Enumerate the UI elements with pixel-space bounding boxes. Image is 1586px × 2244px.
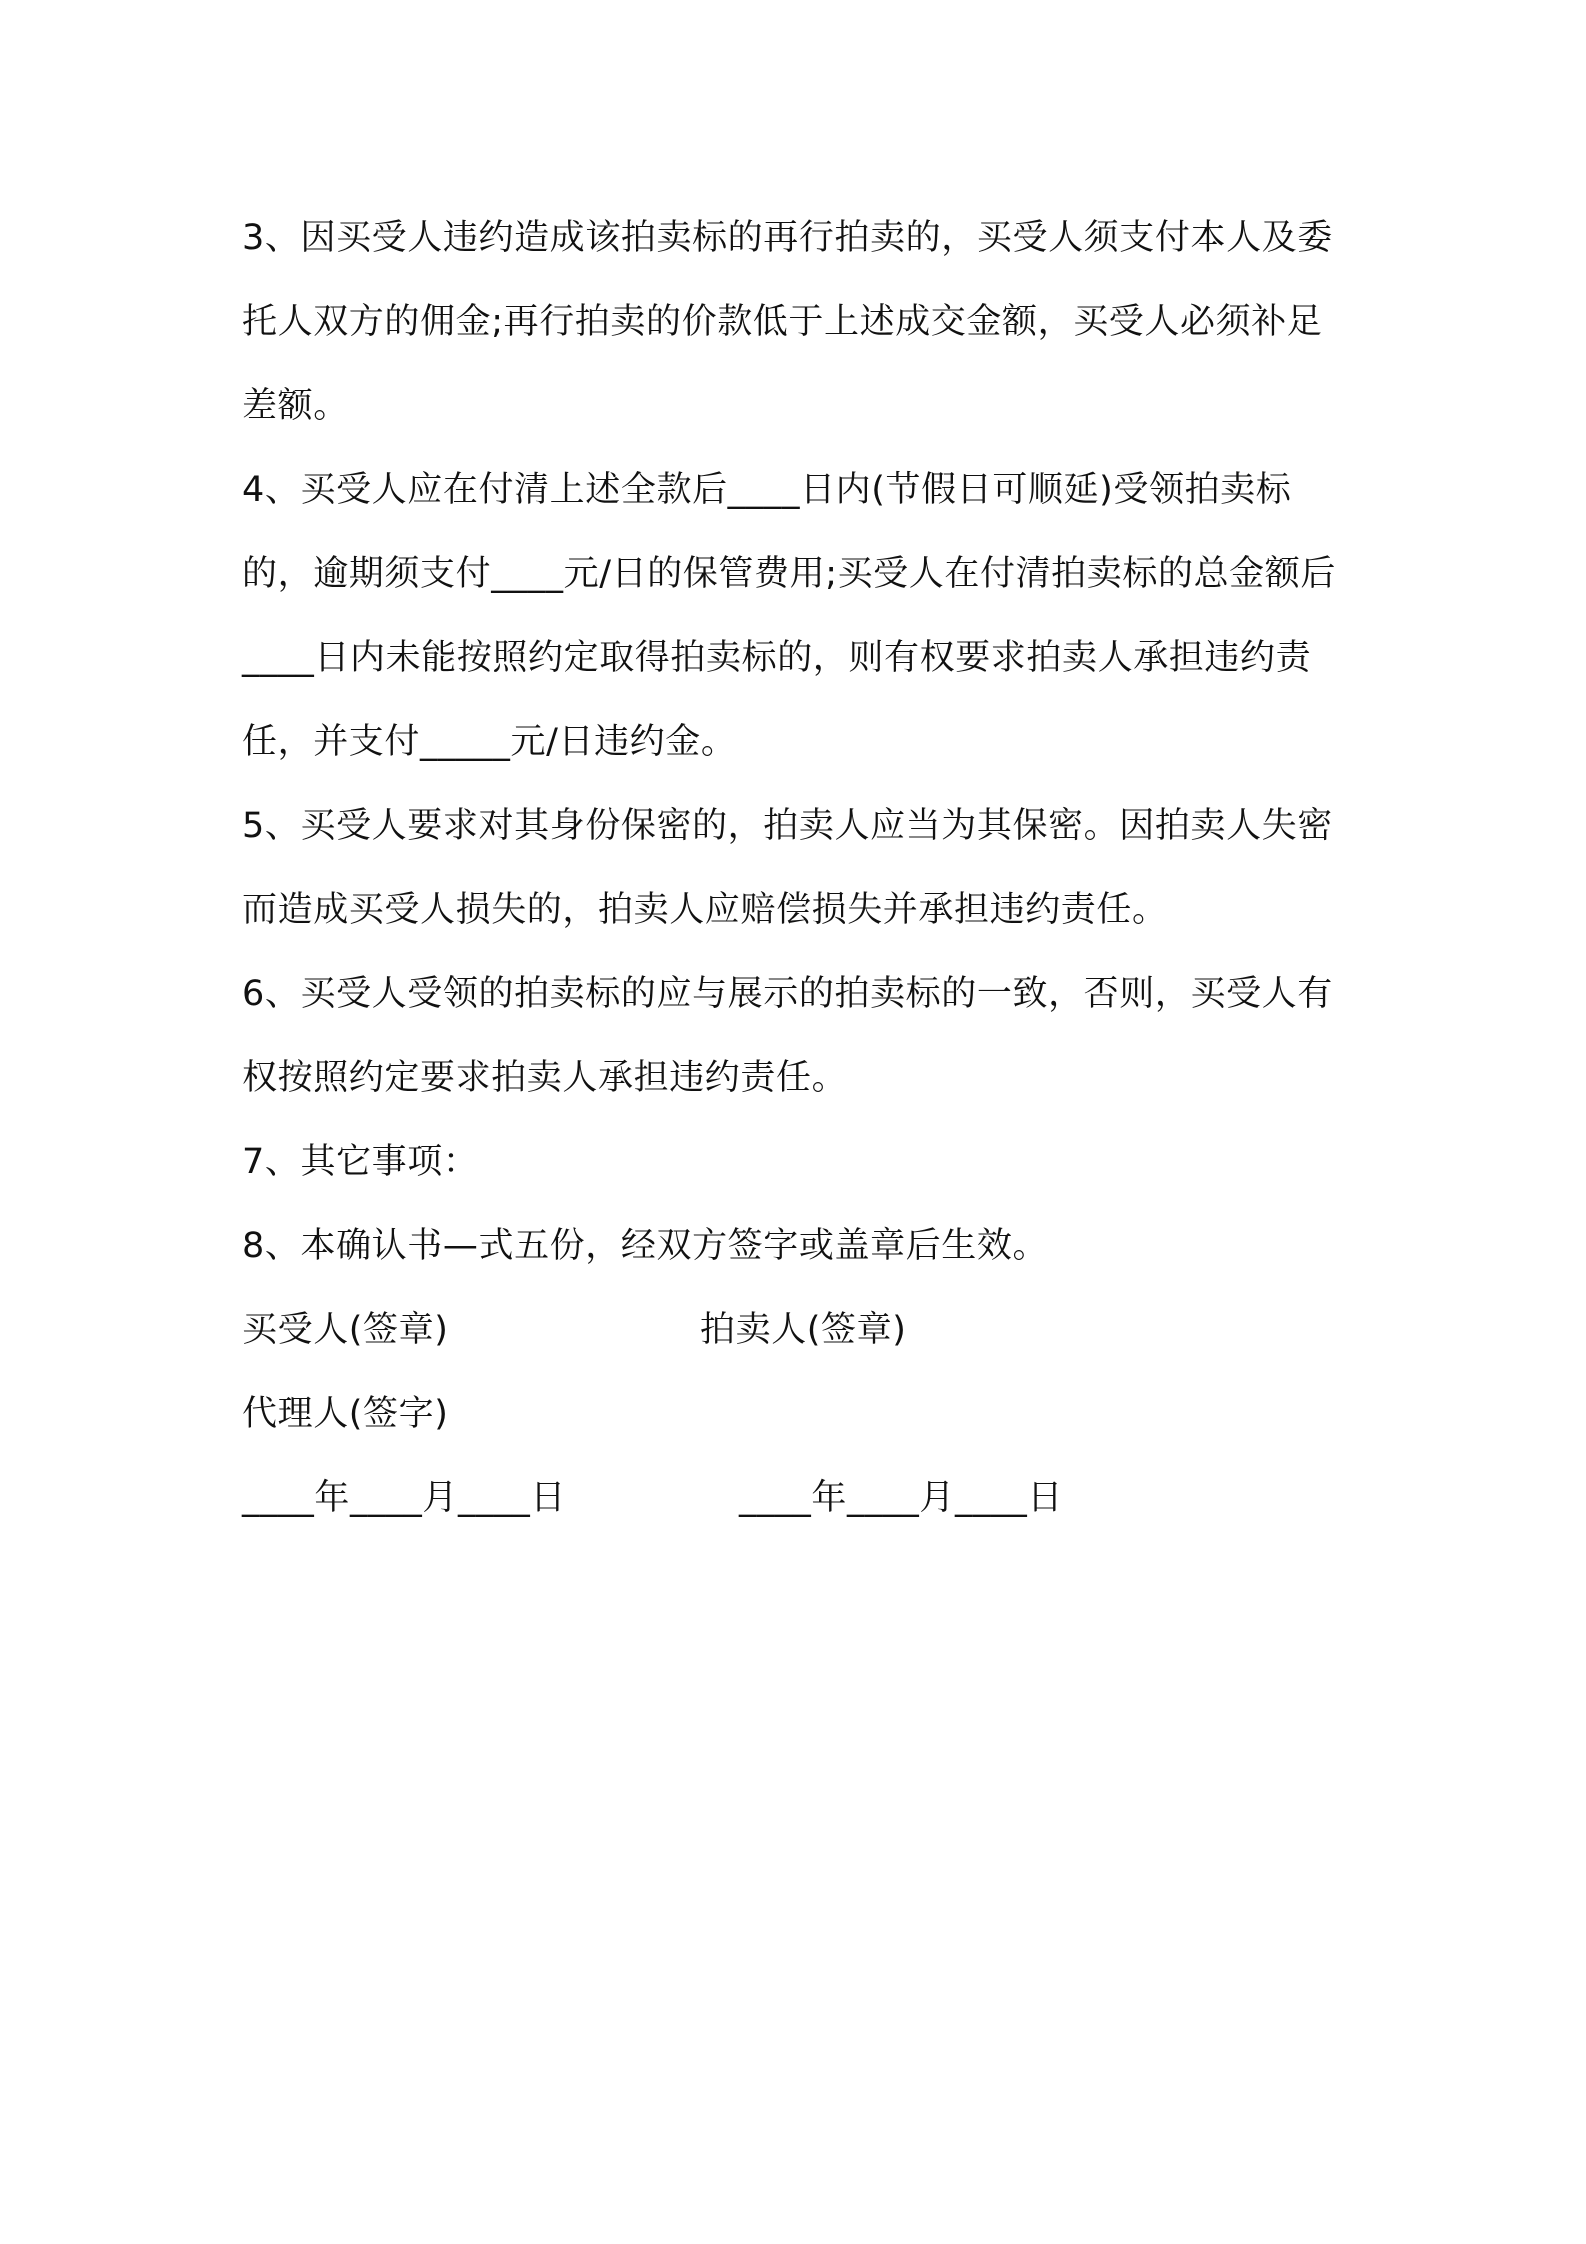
document-body <box>242 196 1352 1540</box>
buyer-signature-label: 买受人(签章) <box>242 1310 449 1350</box>
clause-7: 7、其它事项： <box>242 1142 479 1182</box>
signature-row <box>242 1288 1352 1372</box>
buyer-date-blank: ____年____月____日 <box>242 1478 567 1518</box>
clause-3: 3、因买受人违约造成该拍卖标的再行拍卖的，买受人须支付本人及委托人双方的佣金;再行拍卖的价款低于上述成交金额，买受人必须补足差额。 <box>242 218 1333 426</box>
clause-4: 4、买受人应在付清上述全款后____日内(节假日可顺延)受领拍卖标的，逾期须支付____元/日的保管费用;买受人在付清拍卖标的总金额后____日内未能按照约定取得拍卖标的，则有权要求拍卖人承担违约责任，并支付_____元/日违约金。 <box>242 470 1336 762</box>
clause-8: 8、本确认书—式五份，经双方签字或盖章后生效。 <box>242 1226 1049 1266</box>
auctioneer-date-blank: ____年____月____日 <box>739 1478 1064 1518</box>
clause-5: 5、买受人要求对其身份保密的，拍卖人应当为其保密。因拍卖人失密而造成买受人损失的，拍卖人应赔偿损失并承担违约责任。 <box>242 806 1333 930</box>
auctioneer-signature-label: 拍卖人(签章) <box>700 1310 907 1350</box>
clause-6: 6、买受人受领的拍卖标的应与展示的拍卖标的一致，否则，买受人有权按照约定要求拍卖人承担违约责任。 <box>242 974 1333 1098</box>
agent-signature-label: 代理人(签字) <box>242 1394 449 1434</box>
date-row <box>242 1456 1352 1540</box>
agent-row <box>242 1372 1352 1456</box>
